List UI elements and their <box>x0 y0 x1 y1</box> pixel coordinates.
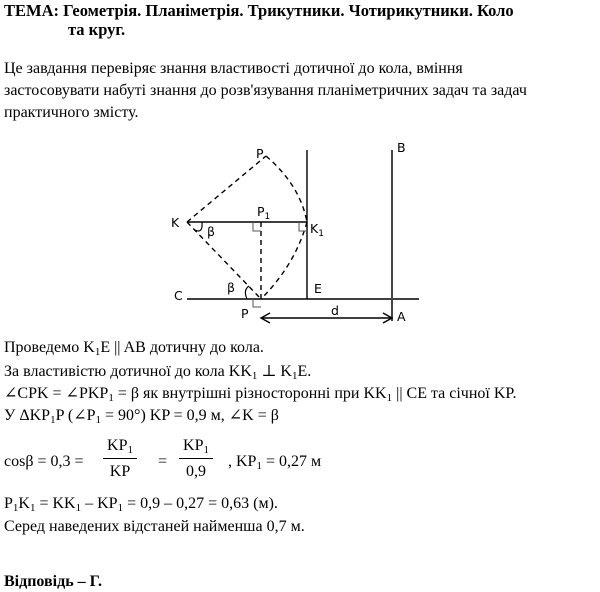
label-beta-p: β <box>227 280 235 295</box>
solution-line-1: Проведемо $K_1E$ || AB дотичну до кола. <box>4 339 264 358</box>
label-k1: $K_1$ <box>310 221 324 239</box>
right-angle-p1 <box>253 222 261 231</box>
dashed-kp-bottom <box>187 222 261 299</box>
cos-lhs: cosβ = 0,3 = <box>4 453 84 470</box>
equals-sign: = <box>158 453 168 470</box>
arc-bottom <box>261 222 307 299</box>
cos-rhs: , $KP_1 = 0,27$ м <box>228 453 322 472</box>
fraction-1-numerator: $KP_1$ <box>103 437 137 459</box>
intro-line-2: застосовувати набуті знання до розв'язування планіметричних задач та задач <box>4 82 527 99</box>
angle-arc-k <box>195 222 202 231</box>
topic-text: Геометрія. Планіметрія. Трикутники. Чотирикутники. Коло <box>63 1 514 20</box>
solution-line-2: За властивістю дотичної до кола $KK_1$ ⊥ $K_1E$. <box>4 363 312 382</box>
label-b: B <box>397 140 406 155</box>
label-p-bottom: P <box>241 306 249 321</box>
dashed-kp-top <box>187 156 266 222</box>
label-c: C <box>174 288 183 303</box>
fraction-2-denominator: 0,9 <box>186 463 206 480</box>
fraction-2 <box>179 437 213 481</box>
solution-line-7: Серед наведених відстаней найменша 0,7 м. <box>4 518 305 535</box>
solution-line-6: $P_1K_1 = KK_1 - KP_1 = 0,9 - 0,27 = 0,63$ (м). <box>4 495 278 514</box>
intro-line-3: практичного змісту. <box>4 104 139 121</box>
right-angle-p <box>253 299 261 307</box>
fraction-2-numerator: $KP_1$ <box>179 437 213 459</box>
label-k: K <box>171 215 180 230</box>
label-beta-k: β <box>207 224 215 239</box>
label-p-top: P <box>256 146 264 161</box>
solution-line-3: ∠CPK = $\angle PKP_1 = \beta$ як внутрішні різносторонні при $KK_1$ || CE та січної KP. <box>4 385 517 404</box>
angle-arc-p <box>245 286 249 299</box>
answer: Відповідь – Г. <box>4 573 103 590</box>
fraction-1 <box>103 437 137 481</box>
label-d: d <box>331 303 339 318</box>
label-e: E <box>314 281 322 296</box>
topic-label: ТЕМА: <box>4 1 59 20</box>
topic-heading-cont: та круг. <box>68 20 126 39</box>
arc-top <box>266 156 307 222</box>
fraction-1-denominator: KP <box>109 463 131 480</box>
label-p1: $P_1$ <box>257 204 271 222</box>
label-a: A <box>397 309 406 324</box>
solution-line-4: У $\Delta KP_1P$ $(\angle P_1 = 90^\circ)$ KP = 0,9 м, ∠K = β <box>4 407 279 426</box>
intro-line-1: Це завдання перевіряє знання властивості дотичної до кола, вміння <box>4 60 463 77</box>
